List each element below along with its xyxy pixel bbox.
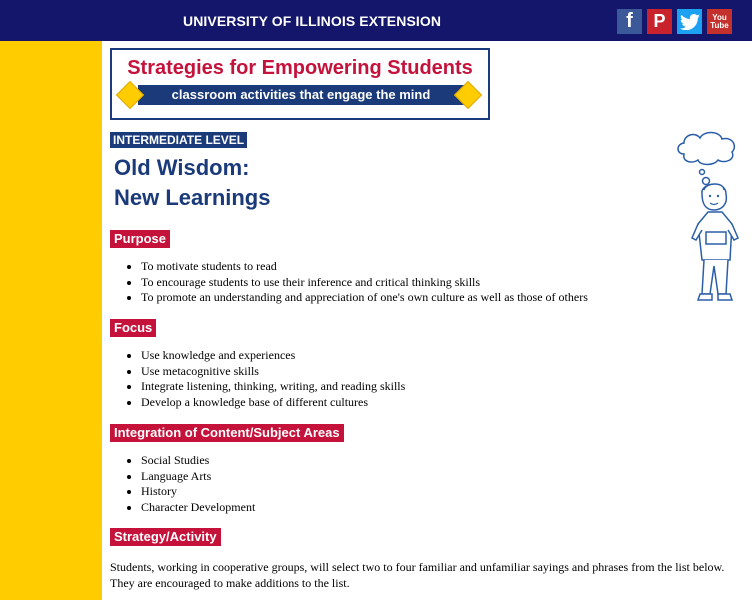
top-header-bar [0, 0, 752, 41]
integration-heading: Integration of Content/Subject Areas [110, 424, 344, 442]
thinking-student-illustration [672, 128, 752, 303]
lesson-title [114, 153, 270, 213]
youtube-icon[interactable] [707, 9, 732, 34]
lesson-title-line1: Old Wisdom: [114, 155, 250, 180]
level-badge: INTERMEDIATE LEVEL [110, 132, 247, 148]
lesson-title-line2: New Learnings [114, 185, 271, 210]
integration-list [141, 453, 255, 516]
purpose-item: • To encourage students to use their inference and critical thinking skills [141, 275, 588, 291]
site-title[interactable]: UNIVERSITY OF ILLINOIS EXTENSION [183, 13, 442, 29]
purpose-item: • To promote an understanding and appreciation of one's own culture as well as those of others [141, 290, 588, 306]
program-banner [110, 48, 490, 120]
focus-item: • Use knowledge and experiences [141, 348, 405, 364]
purpose-heading: Purpose [110, 230, 170, 248]
focus-list [141, 348, 405, 411]
left-sidebar [0, 41, 102, 600]
twitter-icon[interactable] [677, 9, 702, 34]
youtube-label-tube: Tube [710, 20, 729, 30]
integration-item: • Character Development [141, 500, 255, 516]
twitter-bird-icon [680, 14, 700, 30]
focus-heading: Focus [110, 319, 156, 337]
banner-title: Strategies for Empowering Students [127, 57, 473, 79]
focus-item: • Use metacognitive skills [141, 364, 405, 380]
purpose-item: • To motivate students to read [141, 259, 588, 275]
integration-item: • History [141, 484, 255, 500]
strategy-heading: Strategy/Activity [110, 528, 221, 546]
integration-item: • Language Arts [141, 469, 255, 485]
integration-item: • Social Studies [141, 453, 255, 469]
banner-subtitle: classroom activities that engage the mind [138, 85, 464, 105]
pinterest-icon[interactable]: P [647, 9, 672, 34]
focus-item: • Develop a knowledge base of different cultures [141, 395, 405, 411]
strategy-text: Students, working in cooperative groups, will select two to four familiar and unfamiliar sayings and phrases from the list below. They are encouraged to make additions to the list. [110, 560, 725, 590]
purpose-list [141, 259, 588, 306]
youtube-label-you: You [712, 12, 727, 22]
focus-item: • Integrate listening, thinking, writing, and reading skills [141, 379, 405, 395]
facebook-icon[interactable]: f [617, 9, 642, 34]
